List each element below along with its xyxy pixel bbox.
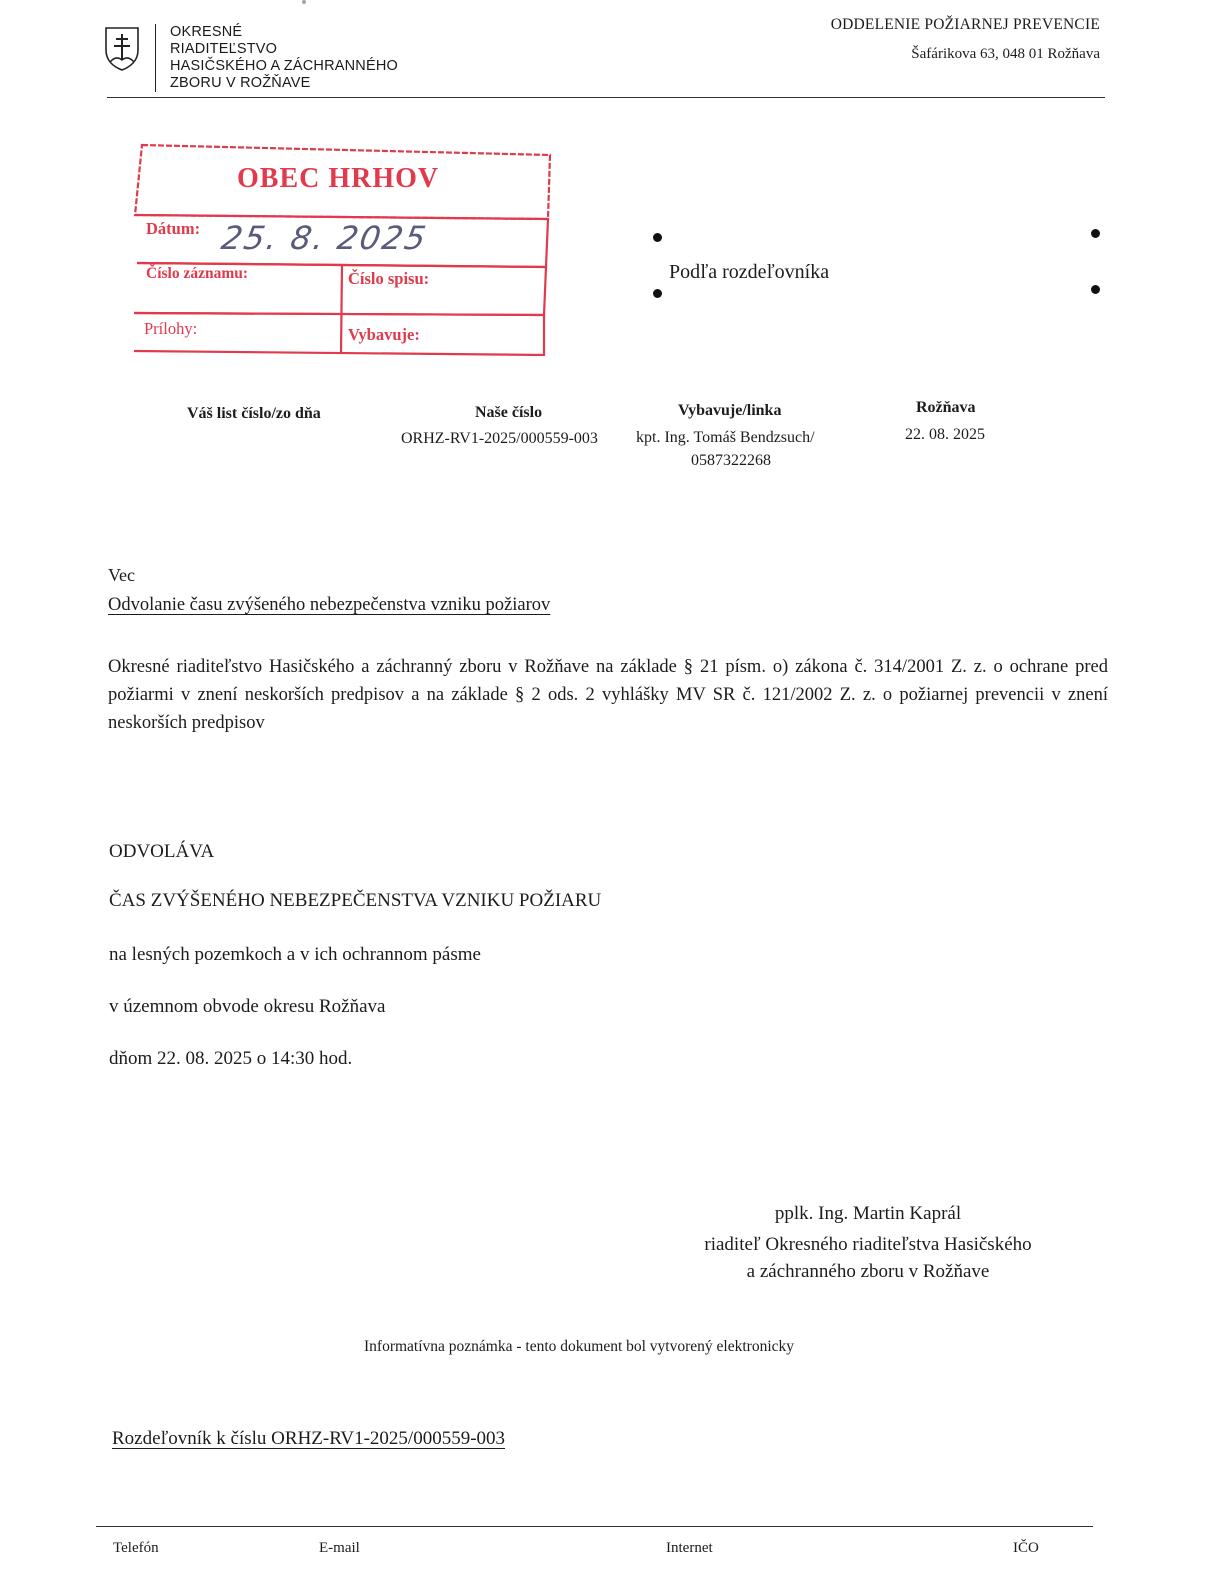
handler-name: kpt. Ing. Tomáš Bendzsuch/ [636,429,815,446]
decision-scope: na lesných pozemkoch a v ich ochrannom pásme [109,944,481,965]
department-address: Šafárikova 63, 048 01 Rožňava [911,46,1100,62]
registry-stamp [132,141,552,356]
stamp-record-label: Číslo záznamu: [146,265,249,282]
department-name: ODDELENIE POŽIARNEJ PREVENCIE [830,16,1100,33]
decision-effective-time: dňom 22. 08. 2025 o 14:30 hod. [109,1048,353,1069]
address-window-marker [653,233,662,242]
place-label: Rožňava [916,399,976,416]
handler-phone: 0587322268 [691,452,771,469]
decision-verb: ODVOLÁVA [109,841,215,862]
stamp-file-label: Číslo spisu: [348,269,430,288]
stamp-handler-label: Vybavuje: [348,325,420,344]
footer-phone-label: Telefón [113,1540,159,1556]
scan-speck [302,0,306,4]
our-number-value: ORHZ-RV1-2025/000559-003 [401,430,598,447]
document-date: 22. 08. 2025 [905,426,985,443]
footer-rule [96,1526,1093,1527]
signatory-title-line-2: a záchranného zboru v Rožňave [746,1261,990,1282]
footer-ico-label: IČO [1013,1540,1039,1556]
your-letter-label: Váš list číslo/zo dňa [187,405,321,422]
decision-area: v územnom obvode okresu Rožňava [109,996,386,1017]
stamp-title: OBEC HRHOV [237,163,440,194]
org-name-line-4: ZBORU V ROŽŇAVE [170,75,311,91]
org-name-line-2: RIADITEĽSTVO [170,41,278,57]
address-window-marker [1091,285,1100,294]
body-paragraph: Okresné riaditeľstvo Hasičského a záchranný zboru v Rožňave na základe § 21 písm. o) zákona č. 314/2001 Z. z. o ochrane pred požiarmi v znení neskorších predpisov a na základe § 2 ods. 2 vyhlášky MV SR č. 121/2002 Z. z. o požiarnej prevencii v znení neskorších predpisov [108,657,1108,733]
slovak-coat-of-arms-icon [104,26,140,72]
signatory-title-line-1: riaditeľ Okresného riaditeľstva Hasičského [704,1234,1032,1255]
header-divider [155,24,156,92]
decision-object: ČAS ZVÝŠENÉHO NEBEZPEČENSTVA VZNIKU POŽIARU [109,890,602,911]
org-name-line-1: OKRESNÉ [170,24,243,40]
our-number-label: Naše číslo [475,404,543,421]
stamp-date-handwritten: 25. 8. 2025 [218,219,431,257]
stamp-date-label: Dátum: [146,219,201,238]
subject-text: Odvolanie času zvýšeného nebezpečenstva vzniku požiarov [108,595,551,615]
informative-note: Informatívna poznámka - tento dokument bol vytvorený elektronicky [364,1338,795,1355]
signatory-name: pplk. Ing. Martin Kaprál [774,1203,962,1224]
handler-label: Vybavuje/linka [678,402,782,419]
recipient: Podľa rozdeľovníka [669,261,830,283]
header-rule [107,97,1105,98]
stamp-attachments-label: Prílohy: [144,319,198,338]
distribution-heading: Rozdeľovník k číslu ORHZ-RV1-2025/000559-003 [112,1428,506,1449]
footer-email-label: E-mail [319,1540,360,1556]
address-window-marker [1091,229,1100,238]
subject-label: Vec [108,565,135,585]
address-window-marker [653,289,662,298]
org-name-line-3: HASIČSKÉHO A ZÁCHRANNÉHO [170,58,398,74]
footer-internet-label: Internet [666,1540,713,1556]
